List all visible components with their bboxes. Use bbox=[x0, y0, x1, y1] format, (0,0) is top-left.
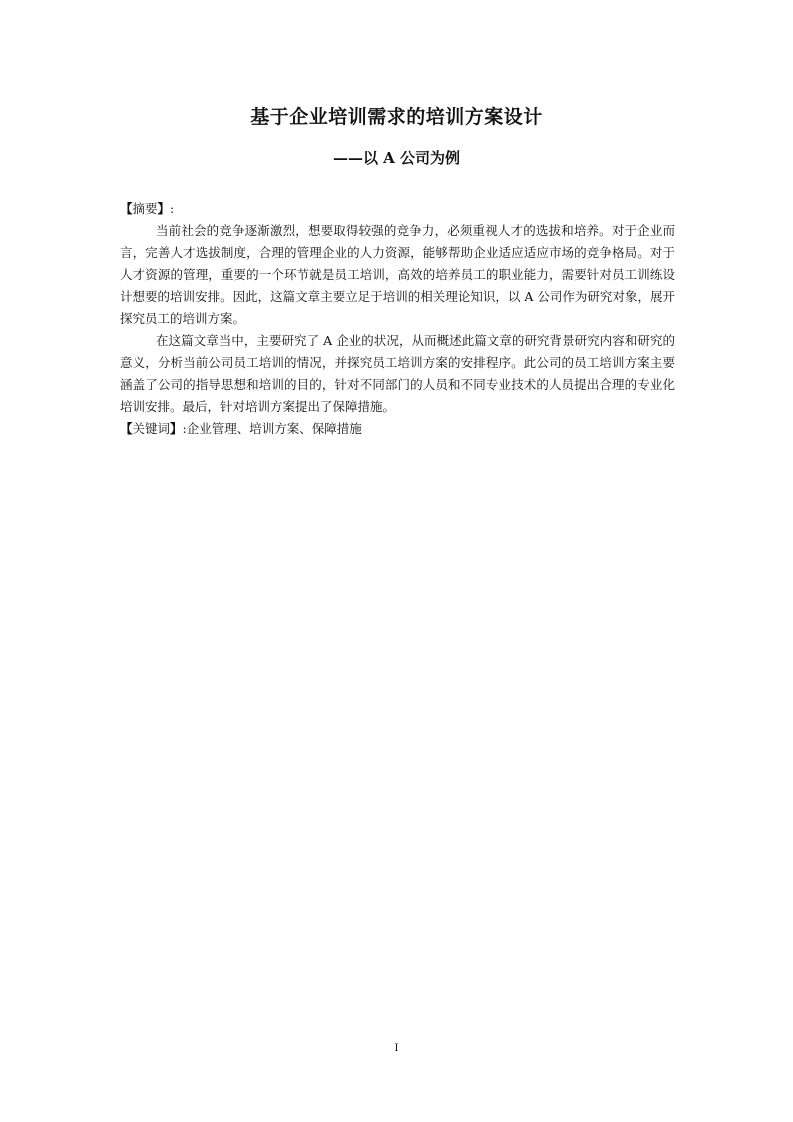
abstract-paragraph: 当前社会的竞争逐渐激烈，想要取得较强的竞争力，必须重视人才的选拔和培养。对于企业而言，完善人才选拔制度，合理的管理企业的人力资源，能够帮助企业适应适应市场的竞争格局。对于人才资源的管理，重要的一个环节就是员工培训，高效的培养员工的职业能力，需要针对员工训练设计想要的培训安排。因此，这篇文章主要立足于培训的相关理论知识，以 A 公司作为研究对象，展开探究员工的培训方案。 bbox=[120, 223, 675, 326]
abstract-paragraph: 在这篇文章当中，主要研究了 A 企业的状况，从而概述此篇文章的研究背景研究内容和研究的意义，分析当前公司员工培训的情况，并探究员工培训方案的安排程序。此公司的员工培训方案主要涵盖了公司的指导思想和培训的目的，针对不同部门的人员和不同专业技术的人员提出合理的专业化培训安排。最后，针对培训方案提出了保障措施。 bbox=[120, 333, 675, 414]
document-title: 基于企业培训需求的培训方案设计 bbox=[250, 106, 543, 128]
abstract-heading bbox=[120, 198, 675, 220]
keywords-line bbox=[120, 418, 675, 440]
keywords-open-bracket: 【 bbox=[120, 421, 133, 436]
keywords-label: 关键词 bbox=[132, 421, 171, 436]
abstract-section bbox=[120, 198, 675, 440]
keywords-close-bracket: 】 bbox=[170, 421, 183, 436]
abstract-open-bracket: 【 bbox=[120, 201, 133, 216]
keywords-colon: : bbox=[182, 421, 187, 436]
abstract-colon: : bbox=[170, 201, 175, 216]
page-number: I bbox=[394, 1043, 399, 1054]
abstract-close-bracket: 】 bbox=[157, 201, 171, 216]
document-subtitle: ——以 A 公司为例 bbox=[332, 149, 461, 167]
abstract-label: 摘要 bbox=[132, 201, 158, 216]
keywords-text: 企业管理、培训方案、保障措施 bbox=[186, 421, 362, 436]
